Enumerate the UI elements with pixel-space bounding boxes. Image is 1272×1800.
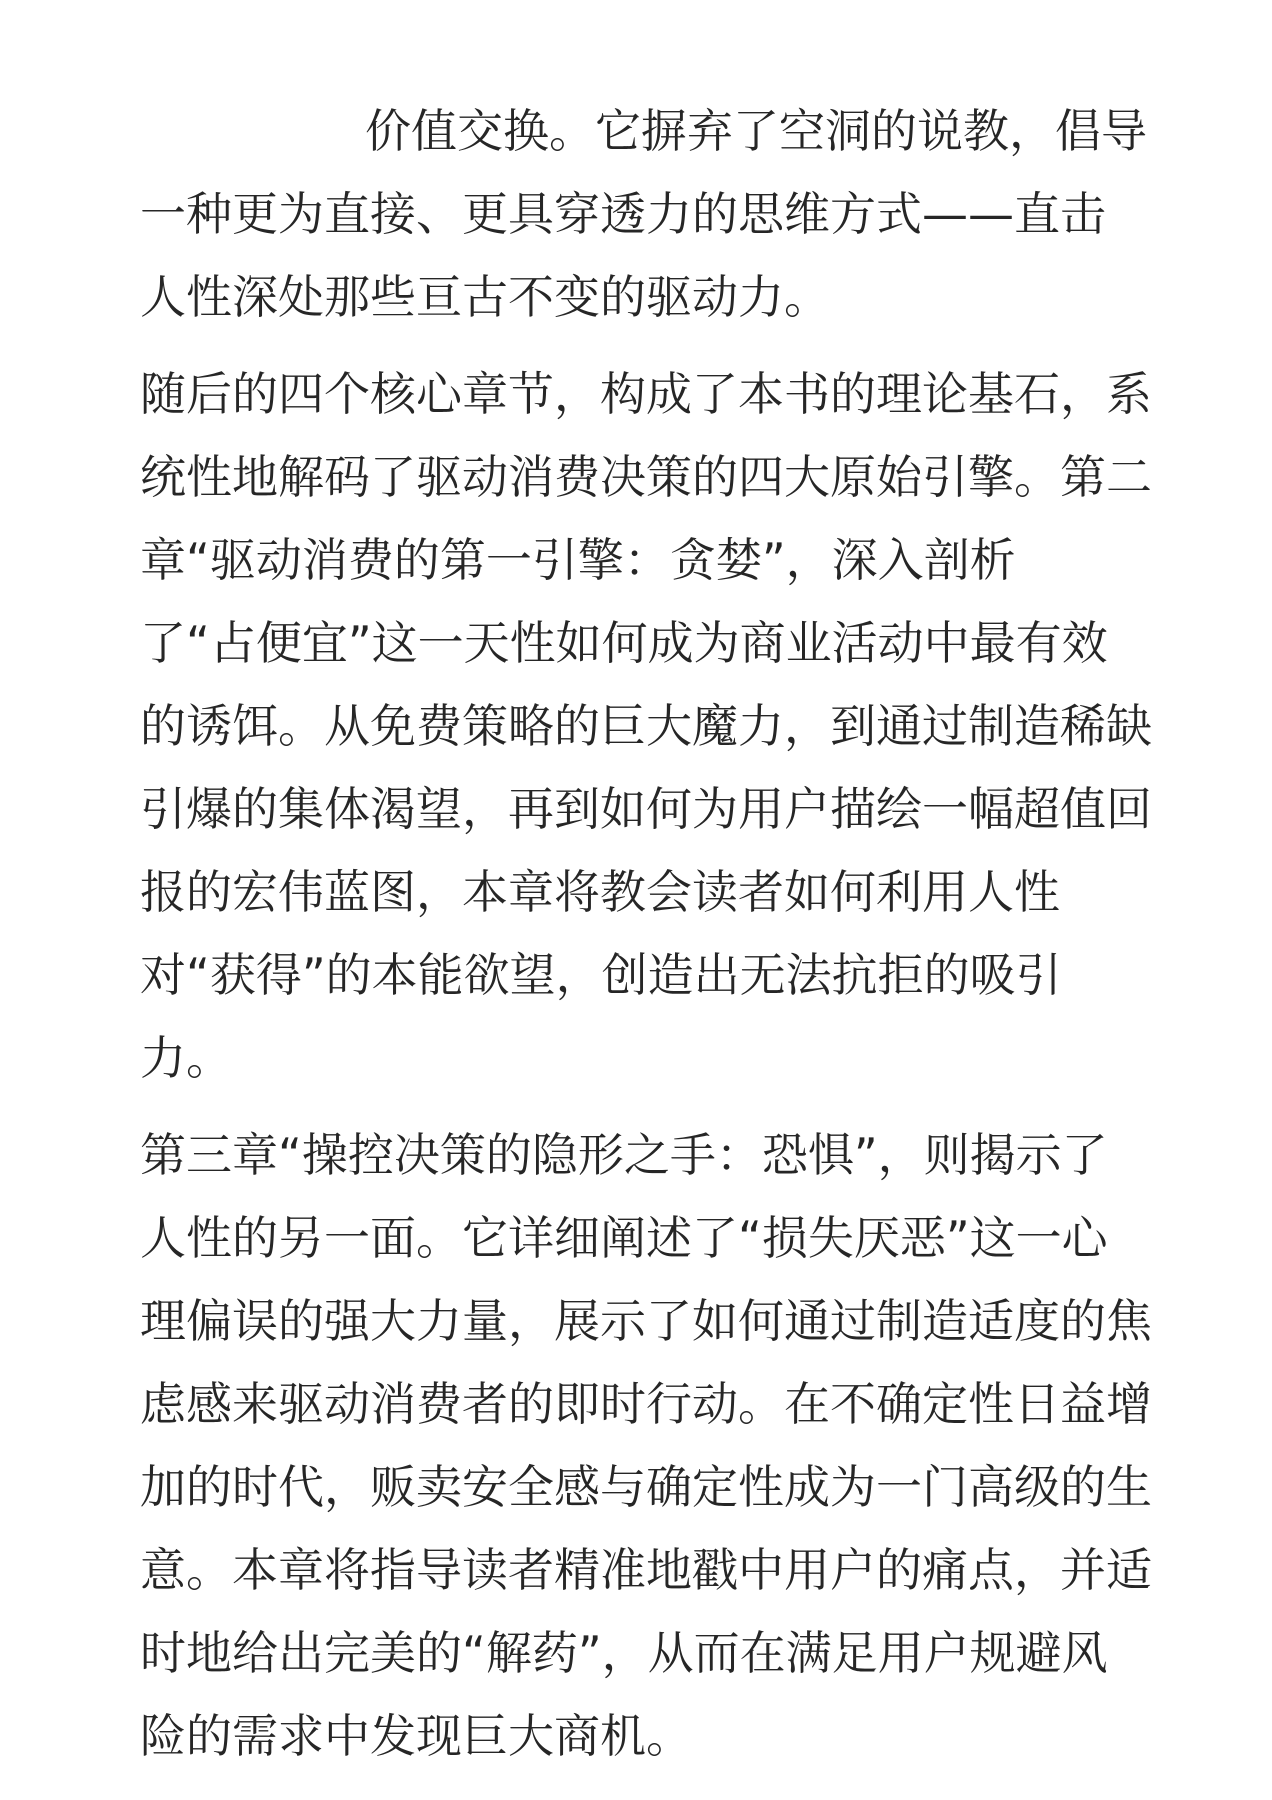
text-line: 随后的四个核心章节，构成了本书的理论基石，系 bbox=[140, 367, 1152, 421]
text-line: 价值交换。它摒弃了空洞的说教，倡导 bbox=[365, 104, 1147, 158]
text-line: 险的需求中发现巨大商机。 bbox=[140, 1709, 692, 1763]
paragraph bbox=[140, 1114, 1152, 1778]
text-line: 力。 bbox=[140, 1031, 232, 1085]
text-line: 了“占便宜”这一天性如何成为商业活动中最有效 bbox=[140, 616, 1108, 670]
paragraph bbox=[140, 353, 1152, 1100]
text-line: 引爆的集体渴望，再到如何为用户描绘一幅超值回 bbox=[140, 782, 1152, 836]
text-line: 统性地解码了驱动消费决策的四大原始引擎。第二 bbox=[140, 450, 1152, 504]
text-line: 人性深处那些亘古不变的驱动力。 bbox=[140, 270, 830, 324]
text-line: 对“获得”的本能欲望，创造出无法抗拒的吸引 bbox=[140, 948, 1062, 1002]
text-line: 时地给出完美的“解药”，从而在满足用户规避风 bbox=[140, 1626, 1108, 1680]
paragraph bbox=[140, 90, 1147, 339]
paragraph-spacer bbox=[140, 1100, 1140, 1114]
text-line: 报的宏伟蓝图，本章将教会读者如何利用人性 bbox=[140, 865, 1060, 919]
text-line: 加的时代，贩卖安全感与确定性成为一门高级的生 bbox=[140, 1460, 1152, 1514]
text-line: 的诱饵。从免费策略的巨大魔力，到通过制造稀缺 bbox=[140, 699, 1152, 753]
text-line: 一种更为直接、更具穿透力的思维方式——直击 bbox=[140, 187, 1106, 241]
text-line: 人性的另一面。它详细阐述了“损失厌恶”这一心 bbox=[140, 1211, 1108, 1265]
paragraph-spacer bbox=[140, 339, 1140, 353]
text-line: 章“驱动消费的第一引擎：贪婪”，深入剖析 bbox=[140, 533, 1016, 587]
text-line: 第三章“操控决策的隐形之手：恐惧”，则揭示了 bbox=[140, 1128, 1108, 1182]
text-line: 意。本章将指导读者精准地戳中用户的痛点，并适 bbox=[140, 1543, 1152, 1597]
text-line: 理偏误的强大力量，展示了如何通过制造适度的焦 bbox=[140, 1294, 1152, 1348]
text-line: 虑感来驱动消费者的即时行动。在不确定性日益增 bbox=[140, 1377, 1152, 1431]
body-text bbox=[140, 90, 1152, 1778]
